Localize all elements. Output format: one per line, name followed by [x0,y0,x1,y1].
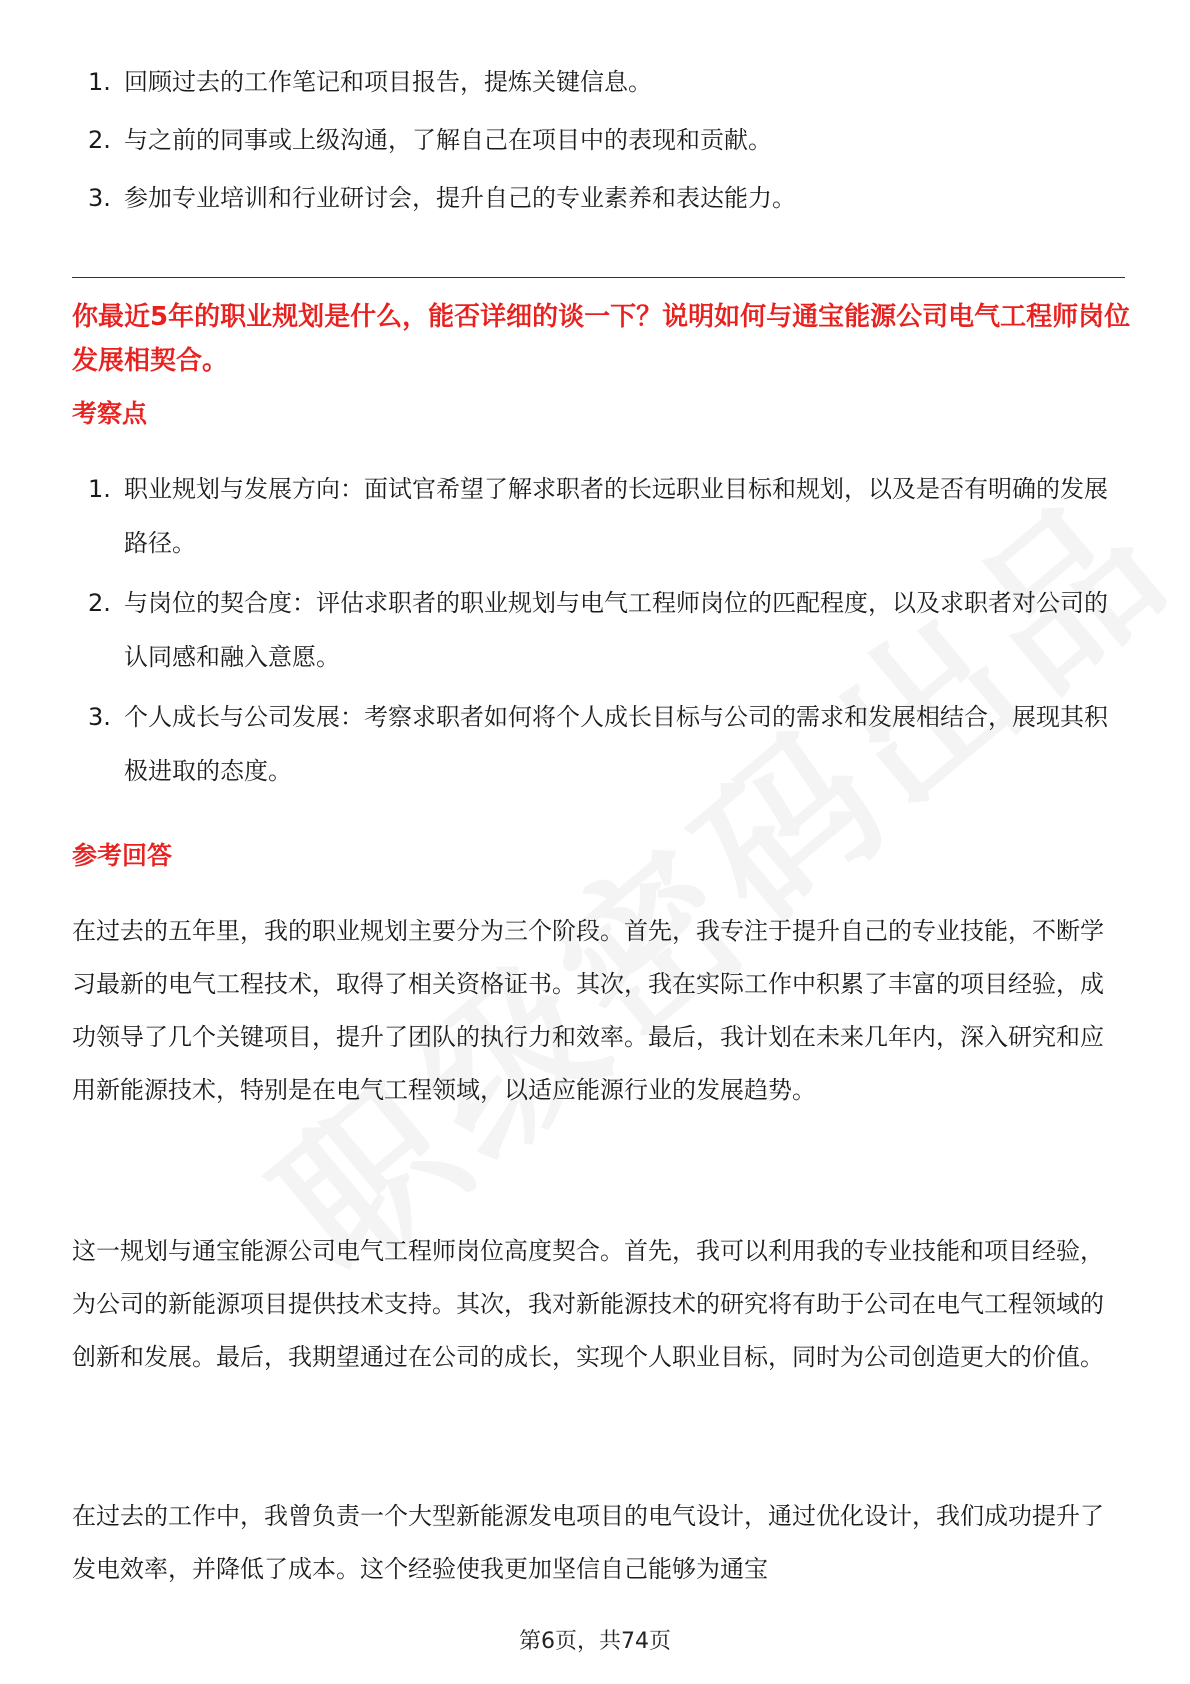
list-item [72,55,1112,109]
section-divider [72,277,1125,278]
list-item [72,113,1112,167]
kaochadian-heading: 考察点 [72,399,148,428]
list-item-text: 参加专业培训和行业研讨会，提升自己的专业素养和表达能力。 [124,184,796,212]
list-item-text: 与岗位的契合度：评估求职者的职业规划与电气工程师岗位的匹配程度，以及求职者对公司的认同感和融入意愿。 [124,589,1108,671]
answer-paragraph: 在过去的工作中，我曾负责一个大型新能源发电项目的电气设计，通过优化设计，我们成功提升了发电效率，并降低了成本。这个经验使我更加坚信自己能够为通宝 [72,1502,1104,1583]
answer-paragraph: 这一规划与通宝能源公司电气工程师岗位高度契合。首先，我可以利用我的专业技能和项目经验，为公司的新能源项目提供技术支持。其次，我对新能源技术的研究将有助于公司在电气工程领域的创新和发展。最后，我期望通过在公司的成长，实现个人职业目标，同时为公司创造更大的价值。 [72,1237,1104,1371]
top-numbered-list [72,55,1112,229]
list-item-number: 1. [88,475,111,503]
answer-paragraph: 在过去的五年里，我的职业规划主要分为三个阶段。首先，我专注于提升自己的专业技能，不断学习最新的电气工程技术，取得了相关资格证书。其次，我在实际工作中积累了丰富的项目经验，成功领导了几个关键项目，提升了团队的执行力和效率。最后，我计划在未来几年内，深入研究和应用新能源技术，特别是在电气工程领域，以适应能源行业的发展趋势。 [72,917,1104,1104]
list-item-number: 1. [88,68,111,96]
list-item-text: 与之前的同事或上级沟通，了解自己在项目中的表现和贡献。 [124,126,772,154]
list-item-text: 回顾过去的工作笔记和项目报告，提炼关键信息。 [124,68,652,96]
list-item [72,576,1112,684]
list-item-number: 2. [88,589,111,617]
kaochadian-list [72,462,1112,804]
page-number-footer: 第6页，共74页 [519,1629,671,1654]
list-item [72,690,1112,798]
list-item [72,171,1112,225]
list-item-number: 3. [88,703,111,731]
list-item-number: 3. [88,184,111,212]
list-item-number: 2. [88,126,111,154]
list-item-text: 个人成长与公司发展：考察求职者如何将个人成长目标与公司的需求和发展相结合，展现其积极进取的态度。 [124,703,1108,785]
reference-answer-heading: 参考回答 [72,841,173,870]
list-item-text: 职业规划与发展方向：面试官希望了解求职者的长远职业目标和规划，以及是否有明确的发展路径。 [124,475,1108,557]
interview-question: 你最近5年的职业规划是什么，能否详细的谈一下？说明如何与通宝能源公司电气工程师岗位发展相契合。 [72,302,1131,376]
list-item [72,462,1112,570]
